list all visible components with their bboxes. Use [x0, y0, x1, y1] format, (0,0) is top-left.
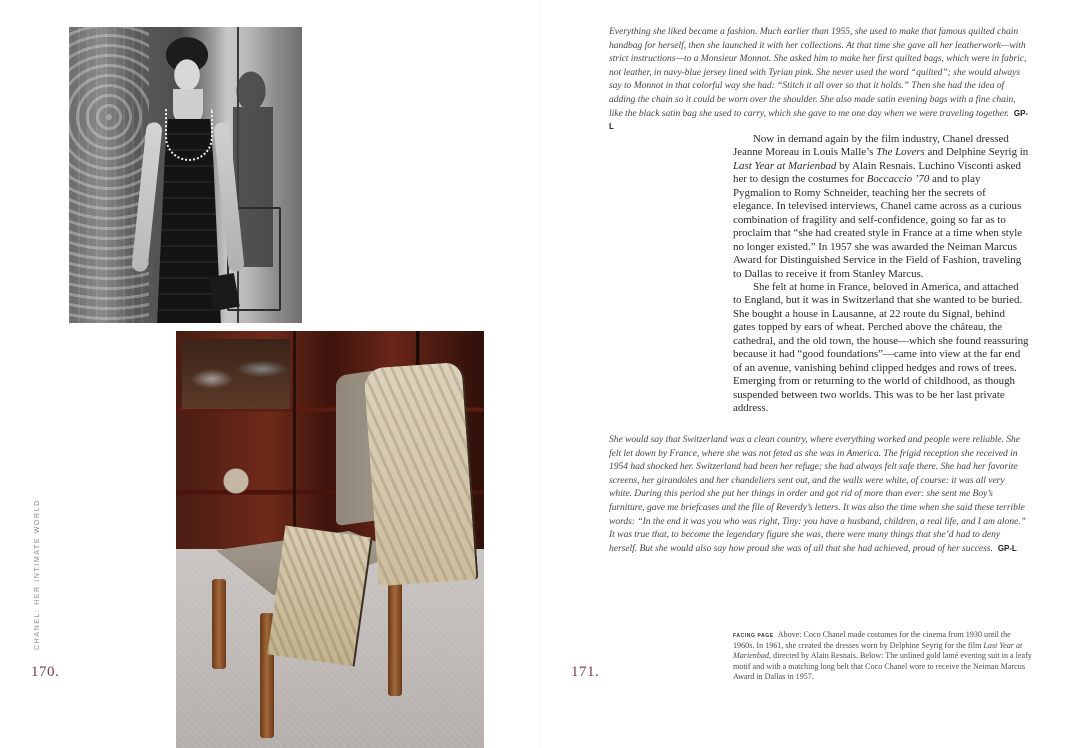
text-run: Now in demand again by the film industry, Chanel dressed Jeanne Moreau in Louis Malle’s [733, 133, 1009, 159]
quote-text: She would say that Switzerland was a clean country, where everything worked and people were reliable. She felt let down by France, where she was not feted as she was in America. The frigid reception she received in 1954 had shocked her. Switzerland had been her refuge; she had always felt safe there. She had her favorite screens, her girandoles and her chandeliers sent out, and the walls were white, of course: it was all very white. During this period she put her things in order and got rid of more than ever: she sent me Boy’s furniture, gave me briefcases and the file of Reverdy’s letters. It was also the time when she said these terrible words: “In the end it was you who was right, Tiny: you have a husband, children, a real life, and I am alone.” It was true that, to become the legendary figure she was, there were many things that she’d had to deny herself. But she would also say how proud she was of all that she had achieved, proud of her success. [609, 434, 1026, 554]
photo-caption [733, 630, 1033, 682]
photo-gold-lame-suit-on-chair [176, 331, 484, 748]
screen-landscape-panel [182, 339, 290, 409]
quote-signature: GP-L [997, 543, 1017, 553]
pearl-necklace [165, 109, 213, 161]
caption-text: , directed by Alain Resnais. Below: The unlined gold lamé evening suit in a leafy motif and with a matching long belt that Coco Chanel wore to receive the Neiman Marcus Award in Dallas in 1957. [733, 651, 1032, 681]
caption-text: Above: Coco Chanel made costumes for the cinema from 1930 until the 1960s. In 1961, she created the dresses worn by Delphine Seyrig for the film [733, 630, 1011, 651]
text-run: by Alain Resnais. Luchino Visconti asked her to design the costumes for [733, 159, 1021, 186]
paragraph [733, 133, 1029, 281]
pull-quote-bottom [609, 433, 1029, 555]
page-number-right: 171. [571, 664, 600, 680]
gold-lame-jacket [364, 362, 479, 586]
body-text [733, 133, 1029, 416]
quote-text: Everything she liked became a fashion. Much earlier than 1955, she used to make that famous quilted chain handbag for herself, then she launched it with her collections. At that time she gave all her leatherwork—with strict instructions—to a Monsieur Monnot. She asked him to make her first quilted bags, which were in fabric, not leather, in navy-blue jersey lined with Tyrian pink. She never used the word “quilted”; she would always say to Monnot in that colorful way she had: “Stitch it all over so that it holds.” Then she had the idea of adding the chain so it could be worn over the shoulder. She also made satin evening bags with a fine chain, like the black satin bag she used to carry, which she gave to me one day when we were traveling together. [609, 26, 1027, 119]
chair-leg [212, 579, 226, 669]
chair-leg [388, 581, 402, 696]
caption-label: FACING PAGE [733, 633, 774, 639]
running-head: CHANEL: HER INTIMATE WORLD [34, 499, 41, 650]
photo-delphine-seyrig-black-dress [69, 27, 302, 323]
gutter [539, 0, 541, 748]
text-run: and to play Pygmalion to Romy Schneider, teaching her the secrets of elegance. In televised interviews, Chanel came across as a curious combination of fragility and self-confidence, going so far as to proclaim that “she had created style in France at a time when style no longer existed.” In 1957 she was awarded the Neiman Marcus Award for Distinguished Service in the Field of Fashion, traveling to Dallas to receive it from Stanley Marcus. [733, 173, 1023, 280]
page-number-left: 170. [31, 664, 60, 680]
curtain-pattern [69, 27, 149, 323]
gold-lame-skirt [267, 526, 372, 667]
text-run: and Delphine Seyrig in [924, 146, 1029, 159]
paragraph: She felt at home in France, beloved in America, and attached to England, but it was in Switzerland that she wanted to be buried. She bought a house in Lausanne, at 22 route du Signal, behind gates topped by ears of wheat. Perched above the château, the cathedral, and the old town, the house—which she found reassuring because it had “good foundations”—came into view at the far end of an avenue, vanishing behind clipped hedges and rows of trees. Emerging from or returning to the world of childhood, as though suspended between two worlds. This was to be her last private address. [733, 280, 1029, 415]
film-title: Last Year at Marienbad [733, 159, 837, 172]
film-title: Boccaccio ’70 [866, 173, 930, 186]
film-title: The Lovers [876, 146, 925, 159]
film-title: Last Year at Marienbad [733, 641, 1023, 661]
clutch-bag [208, 273, 240, 311]
pull-quote-top [609, 25, 1029, 134]
quote-signature: GP-L [609, 108, 1028, 132]
